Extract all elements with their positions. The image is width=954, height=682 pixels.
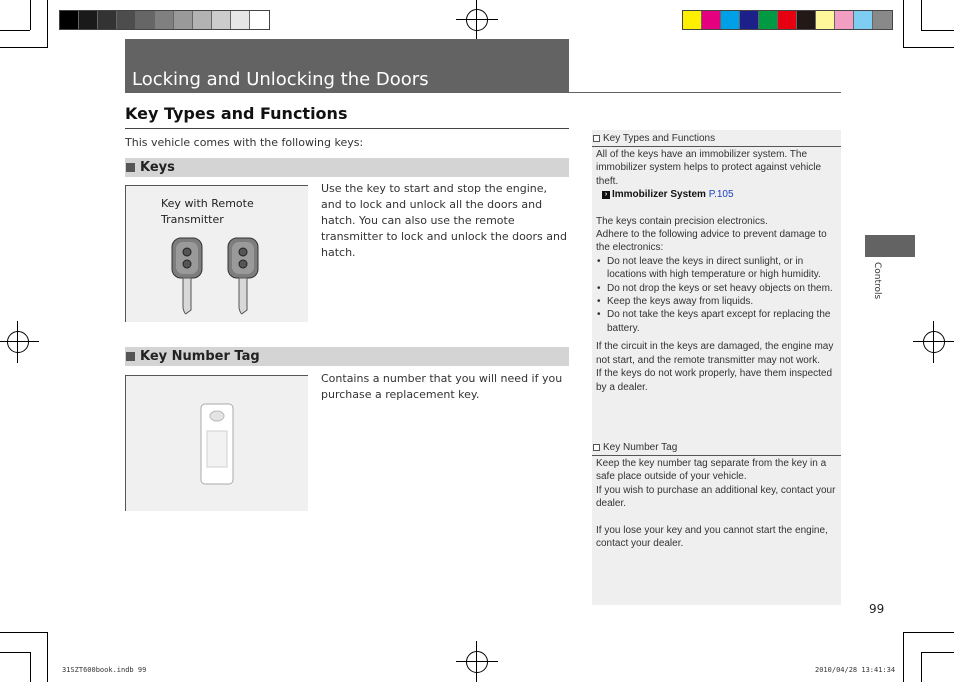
crop-mark — [903, 632, 904, 682]
key-illustration-label: Key with Remote Transmitter — [161, 197, 254, 226]
color-swatch — [702, 11, 721, 29]
color-swatch — [854, 11, 873, 29]
color-swatch — [212, 11, 231, 29]
crop-mark — [0, 47, 48, 48]
color-calibration-strip — [682, 10, 893, 30]
keys-description: Use the key to start and stop the engine, and to lock and unlock all the doors and hatch. You can also use the remote transmitter to lock and unlock the doors and hatch. — [321, 182, 567, 259]
color-swatch — [231, 11, 250, 29]
crop-mark — [47, 632, 48, 682]
color-swatch — [740, 11, 759, 29]
keys-heading-text: Keys — [140, 160, 175, 175]
keys-subheading — [125, 158, 569, 177]
square-bullet-icon — [126, 352, 135, 361]
color-swatch — [683, 11, 702, 29]
color-swatch — [79, 11, 98, 29]
color-swatch — [174, 11, 193, 29]
key-number-tag-icon — [126, 376, 309, 512]
section-intro: This vehicle comes with the following keys: — [125, 136, 364, 149]
sidebar-key-types-text: All of the keys have an immobilizer system. The immobilizer system helps to protect against vehicle theft. › Immobilizer System P.105 The keys contain precision electronics. Adhere to the following advice to prevent damage to the electronics: • Do not leave the keys in direct sunlight, or in locations with high temperature or high humidity. • Do not drop the keys or set heavy objects on them. • Keep the keys away from liquids. • Do not take the keys apart except for replacing the battery. If the circuit in the keys are damaged, the engine may not start, and the remote transmitter may not work. If the keys do not work properly, have them inspected by a dealer. — [596, 148, 838, 394]
registration-mark-bottom — [462, 647, 492, 677]
list-item: • Keep the keys away from liquids. — [596, 295, 838, 308]
color-swatch — [136, 11, 155, 29]
chapter-title: Locking and Unlocking the Doors — [132, 69, 429, 90]
color-swatch — [98, 11, 117, 29]
remote-key-icon — [126, 186, 309, 323]
immobilizer-cross-reference[interactable]: › Immobilizer System P.105 — [596, 188, 838, 201]
key-illustration — [125, 185, 308, 322]
print-timestamp: 2010/04/28 13:41:34 — [815, 666, 896, 674]
crop-mark — [921, 652, 954, 653]
sidebar-heading-key-number-tag: Key Number Tag — [592, 439, 841, 456]
crop-mark — [903, 47, 954, 48]
color-swatch — [117, 11, 136, 29]
color-swatch — [193, 11, 212, 29]
crop-mark — [0, 30, 30, 31]
crop-mark — [30, 652, 31, 682]
title-rule — [569, 92, 841, 93]
chapter-tab — [865, 235, 915, 257]
crop-mark — [921, 652, 922, 682]
crop-mark — [0, 652, 30, 653]
crop-mark — [903, 632, 954, 633]
registration-mark-right — [919, 327, 949, 357]
square-bullet-icon — [126, 163, 135, 172]
crop-mark — [921, 0, 922, 30]
chapter-tab-label: Controls — [872, 262, 882, 300]
section-title: Key Types and Functions — [125, 104, 348, 123]
precaution-list — [596, 255, 838, 335]
color-swatch — [816, 11, 835, 29]
color-swatch — [778, 11, 797, 29]
registration-mark-left — [3, 327, 33, 357]
list-item: • Do not take the keys apart except for replacing the battery. — [596, 308, 838, 335]
chapter-title-bar — [125, 39, 569, 93]
sidebar-key-number-tag-text: Keep the key number tag separate from the key in a safe place outside of your vehicle. If you wish to purchase an additional key, contact your dealer. If you lose your key and you cannot start the engine, contact your dealer. — [596, 458, 836, 550]
key-tag-illustration — [125, 375, 308, 511]
color-swatch — [60, 11, 79, 29]
crop-mark — [903, 0, 904, 48]
crop-mark — [30, 0, 31, 30]
color-swatch — [797, 11, 816, 29]
crop-mark — [47, 0, 48, 48]
color-swatch — [759, 11, 778, 29]
color-swatch — [721, 11, 740, 29]
note-icon — [593, 135, 600, 142]
reference-arrow-icon: › — [602, 191, 610, 199]
color-swatch — [250, 11, 269, 29]
key-number-tag-heading-text: Key Number Tag — [140, 349, 260, 364]
sidebar-heading-key-types: Key Types and Functions — [592, 130, 841, 147]
crop-mark — [921, 30, 954, 31]
note-icon — [593, 444, 600, 451]
list-item: • Do not drop the keys or set heavy objects on them. — [596, 282, 838, 295]
immobilizer-page-link[interactable]: P.105 — [708, 189, 734, 201]
color-swatch — [155, 11, 174, 29]
crop-mark — [0, 632, 48, 633]
color-swatch — [873, 11, 892, 29]
color-swatch — [835, 11, 854, 29]
print-file-info: 31SZT600book.indb 99 — [62, 666, 147, 674]
registration-mark-top — [462, 5, 492, 35]
grayscale-calibration-strip — [59, 10, 270, 30]
key-number-tag-description: Contains a number that you will need if you purchase a replacement key. — [321, 372, 563, 401]
page-number: 99 — [869, 602, 885, 616]
section-rule — [125, 128, 569, 129]
list-item: • Do not leave the keys in direct sunlight, or in locations with high temperature or high humidity. — [596, 255, 838, 282]
key-number-tag-subheading — [125, 347, 569, 366]
